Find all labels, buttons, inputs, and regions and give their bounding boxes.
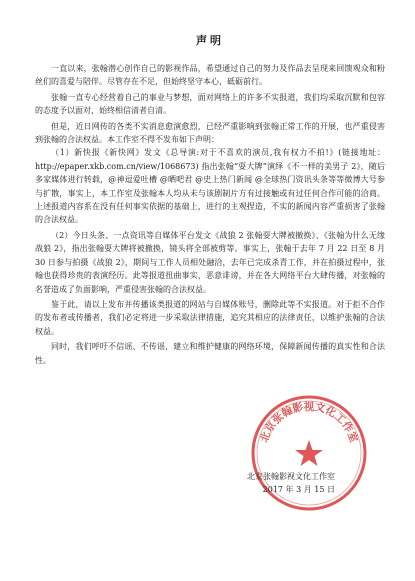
- signature-date: 2017 年 3 月 15 日: [262, 485, 335, 494]
- paragraph-attitude: 张翰一直专心经营着自己的事业与梦想，面对网络上的许多不实报道，我们均采取沉默和包容的态度予以面对，始终相信清者自清。: [35, 92, 385, 116]
- seal-text: 北京张翰影视文化工作室: [258, 400, 360, 445]
- signature-organization: 北京张翰影视文化工作室: [247, 472, 335, 481]
- paragraph-reason: 但是，近日网传的各类不实消息愈演愈烈，已经严重影响到张翰正常工作的开展，也严重侵害到张翰的合法权益。本工作室不得不发布如下声明：: [35, 121, 385, 145]
- paragraph-appeal: 同时，我们呼吁不信谣、不传谣，建立和维护健康的网络环境，保障新闻传播的真实性和合法性。: [35, 342, 385, 365]
- paragraph-item-1: （1）新快报《新快网》发文《总导演:对于不喜欢的演员,我有权力不拍!》(链接地址：http://epaper.xkb.com.cn/view/1068673) 指出张翰“耍大牌”演绎《不一样的美男子 2》，随后多家媒体进行转载，@神逗爱吐槽 @晒吧君 @史上热门新闻 @全球热门资讯头条等等微博大号参与扩散，事实上，本工作室及张翰本人均从未与该剧制片方有过接触或有过任何合作可能的洽商。上述报道内容系在没有任何事实依据的基础上，进行的主观捏造，不实的新闻内容严重损害了张翰的合法权益。: [35, 148, 385, 225]
- document-title: 声明: [196, 34, 224, 47]
- seal-star-icon: [295, 440, 323, 466]
- svg-text:北京张翰影视文化工作室: [258, 400, 361, 445]
- paragraph-item-2: （2）今日头条、一点资讯等自媒体平台发文《战狼 2 张翰耍大牌被撤换》、《张翰为什么无缘战狼 2》，指出张翰耍大牌将被撤换，镜头将全部被剪等。事实上，张翰于去年 7 月 22 日至 8 月 30 日参与拍摄《战狼 2》，期间与工作人员相处融洽，去年已完成杀青工作，并在拍摄过程中，张翰也获得珍贵的表演经历。此等报道扭曲事实，恶意诽谤，并在各大网络平台大肆传播，对张翰的名誉造成了负面影响，严重侵害张翰的合法权益。: [35, 230, 385, 294]
- paragraph-demand: 鉴于此，请以上发布并传播该类报道的网站与自媒体账号，删除此等不实报道。对于拒不合作的发布者或传播者，我们必定将进一步采取法律措施，追究其相应的法律责任，以维护张翰的合法权益。: [35, 299, 385, 336]
- paragraph-intro: 一直以来，张翰潜心创作自己的影视作品，希望通过自己的努力及作品去呈现来回馈观众和粉丝们的喜爱与陪伴。尽管存在不足，但始终坚守本心，砥砺前行。: [35, 64, 385, 87]
